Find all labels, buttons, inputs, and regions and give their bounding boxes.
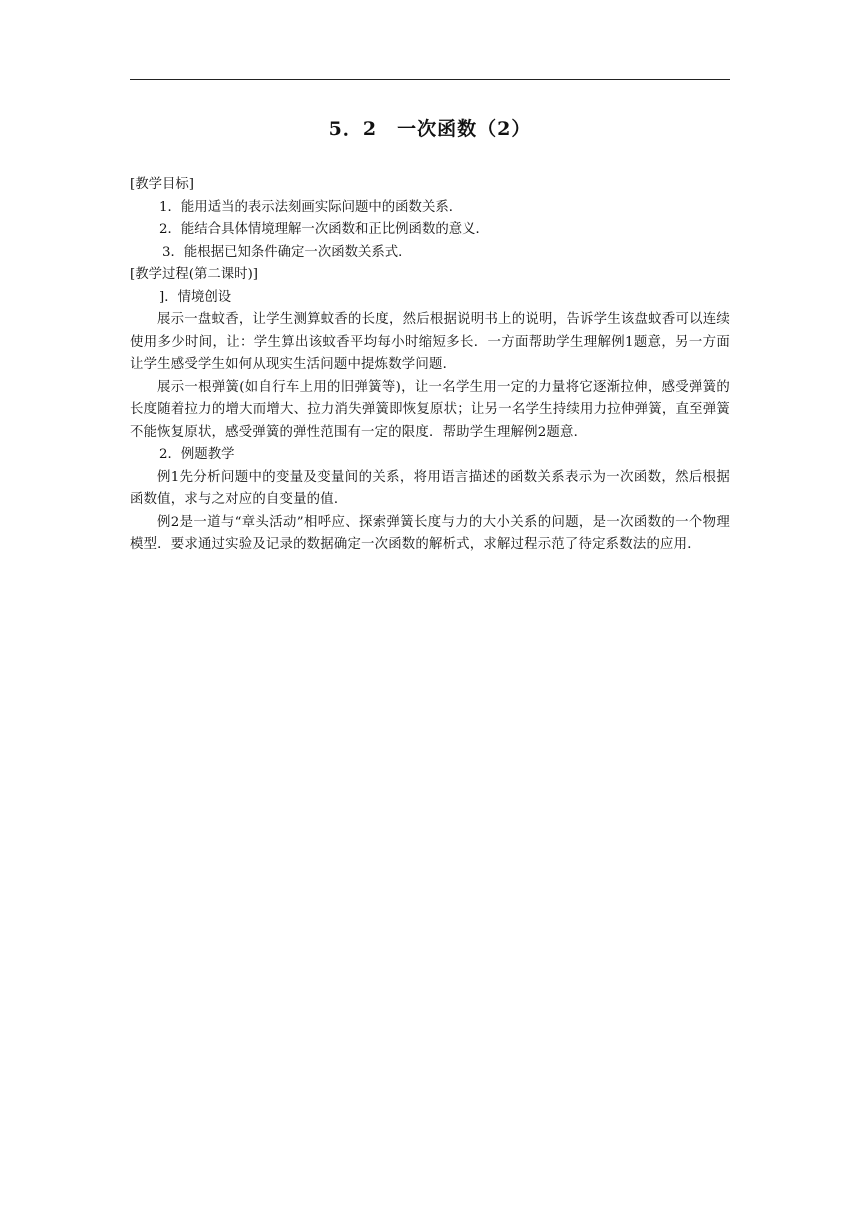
section1-heading: ]．情境创设 [159,289,232,305]
document-body [130,174,730,557]
page-title: 5．2 一次函数（2） [328,118,532,140]
goal-item-1: 1．能用适当的表示法刻画实际问题中的函数关系． [159,199,463,215]
section1-paragraph-2: 展示一根弹簧(如自行车上用的旧弹簧等)，让一名学生用一定的力量将它逐渐拉伸，感受弹簧的长度随着拉力的增大而增大、拉力消失弹簧即恢复原状；让另一名学生持续用力拉伸弹簧，直至弹簧不能恢复原状，感受弹簧的弹性范围有一定的限度．帮助学生理解例2题意． [130,379,730,440]
goal-item-2: 2．能结合具体情境理解一次函数和正比例函数的意义． [159,222,489,237]
goals-heading: [教学目标] [130,177,195,192]
goal-item-3: 3．能根据已知条件确定一次函数关系式． [162,244,412,260]
header-rule [130,79,730,80]
process-heading: [教学过程(第二课时)] [130,267,259,282]
section1-paragraph-1: 展示一盘蚊香，让学生测算蚊香的长度，然后根据说明书上的说明，告诉学生该盘蚊香可以连续使用多少时间，让：学生算出该蚊香平均每小时缩短多长．一方面帮助学生理解例1题意，另一方面让学生感受学生如何从现实生活问题中提炼数学问题． [130,312,730,372]
section2-paragraph-1: 例1先分析问题中的变量及变量间的关系，将用语言描述的函数关系表示为一次函数，然后根据函数值，求与之对应的自变量的值． [130,469,730,507]
section2-paragraph-2: 例2是一道与“章头活动”相呼应、探索弹簧长度与力的大小关系的问题，是一次函数的一个物理模型．要求通过实验及记录的数据确定一次函数的解析式，求解过程示范了待定系数法的应用． [130,514,730,552]
section2-heading: 2．例题教学 [159,447,235,462]
